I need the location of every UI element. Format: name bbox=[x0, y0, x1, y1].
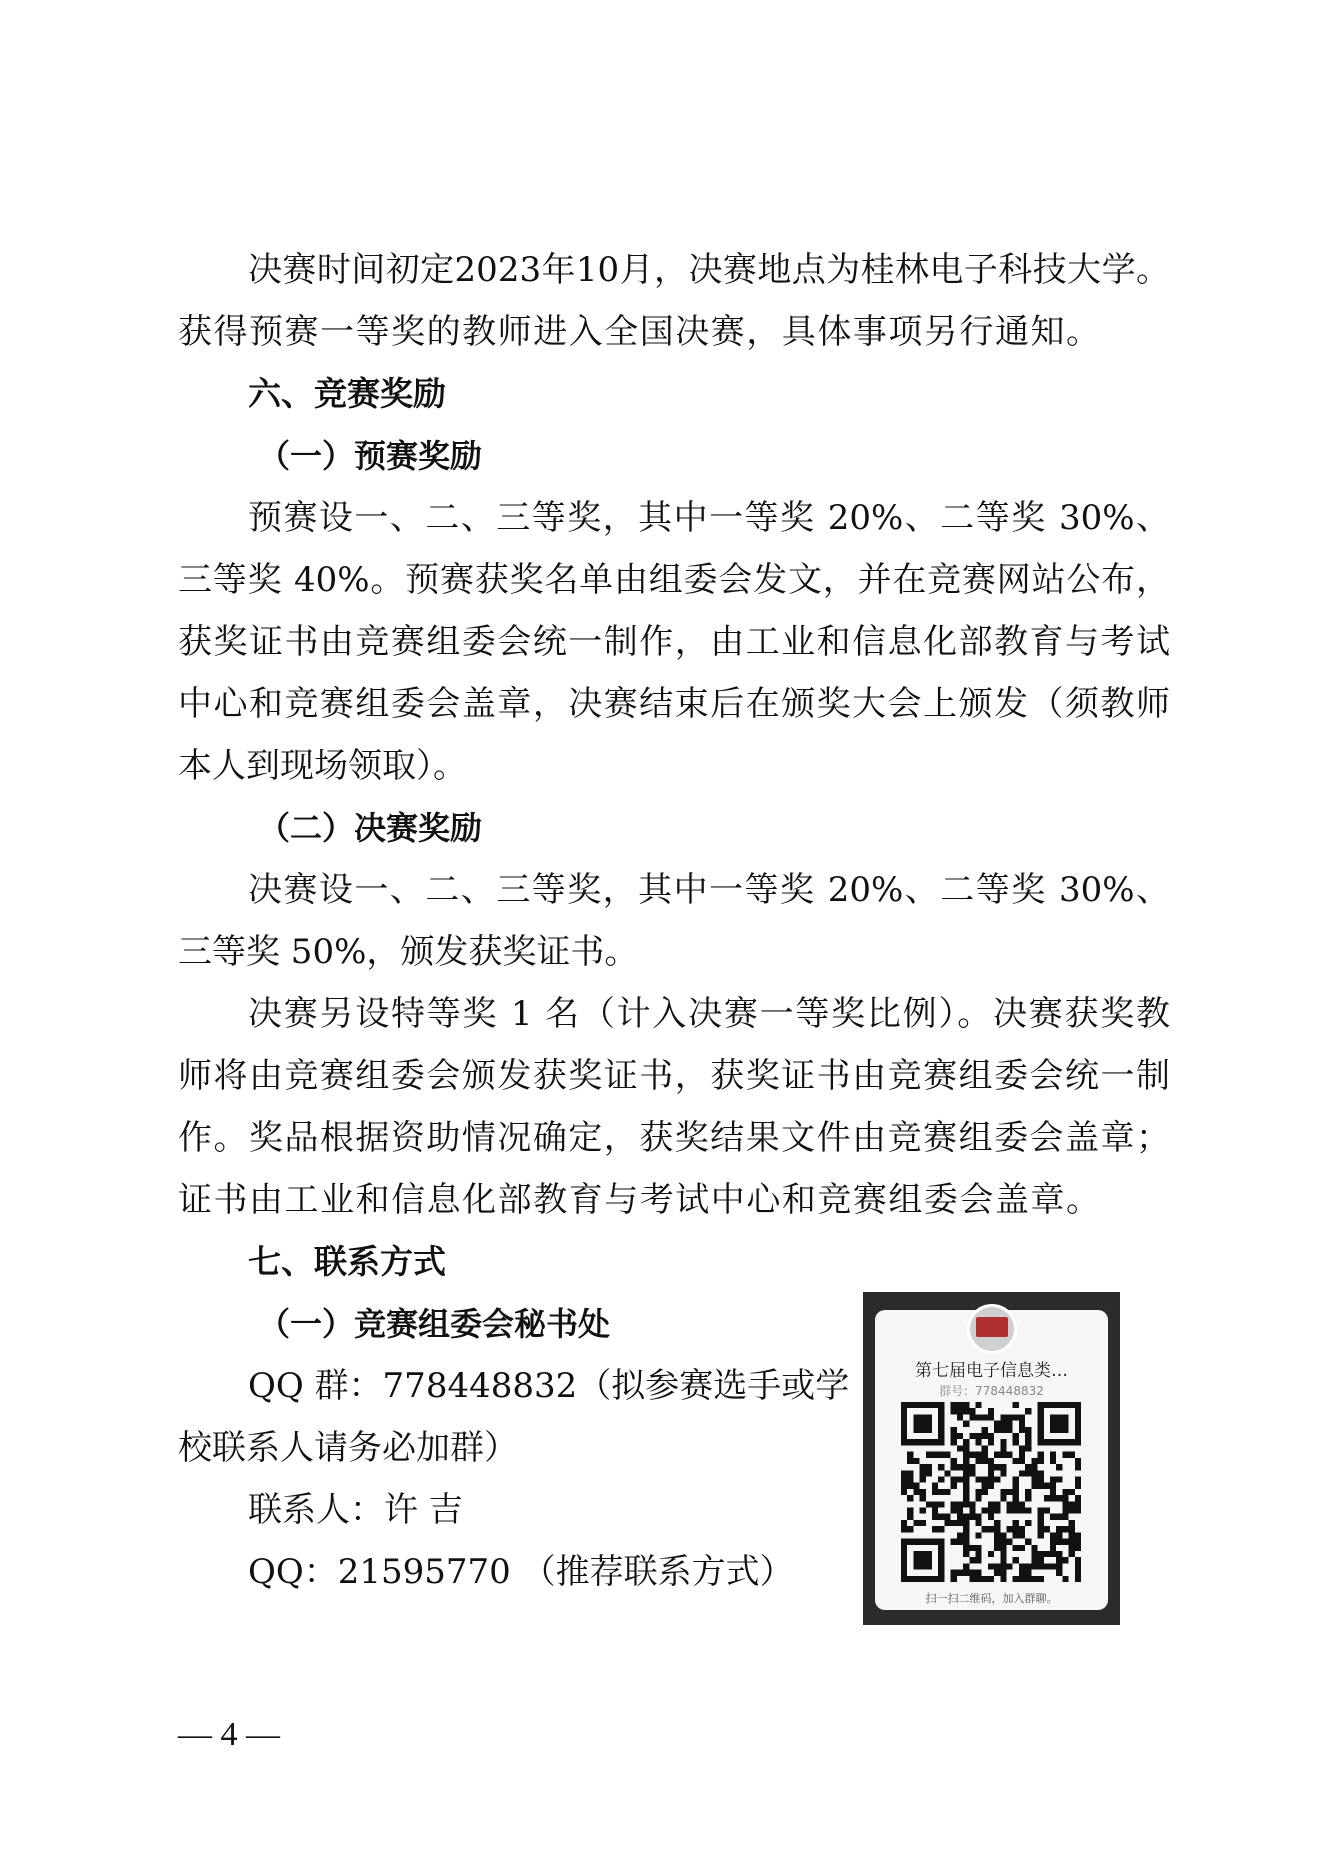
special-award-line-3: 作。奖品根据资助情况确定，获奖结果文件由竞赛组委会盖章； bbox=[178, 1118, 1170, 1158]
qq-group-line-1: QQ 群：778448832（拟参赛选手或学 bbox=[248, 1366, 850, 1406]
section-7-sub-1-heading: （一）竞赛组委会秘书处 bbox=[258, 1305, 611, 1343]
special-award-line-4: 证书由工业和信息化部教育与考试中心和竞赛组委会盖章。 bbox=[178, 1180, 1100, 1220]
section-6-heading: 六、竞赛奖励 bbox=[248, 374, 446, 413]
prelim-award-line-4: 中心和竞赛组委会盖章，决赛结束后在颁奖大会上颁发（须教师 bbox=[178, 684, 1170, 724]
section-7-heading: 七、联系方式 bbox=[248, 1242, 446, 1281]
page-number: — 4 — bbox=[178, 1716, 280, 1753]
group-avatar bbox=[967, 1304, 1017, 1354]
qr-group-name: 第七届电子信息类… bbox=[915, 1361, 1068, 1381]
qr-group-number: 群号：778448832 bbox=[939, 1384, 1044, 1398]
qq-group-line-2: 校联系人请务必加群） bbox=[178, 1428, 518, 1468]
prelim-award-line-2: 三等奖 40%。预赛获奖名单由组委会发文，并在竞赛网站公布， bbox=[178, 560, 1170, 600]
final-award-line-2: 三等奖 50%，颁发获奖证书。 bbox=[178, 932, 639, 972]
prelim-award-line-3: 获奖证书由竞赛组委会统一制作，由工业和信息化部教育与考试 bbox=[178, 622, 1170, 662]
final-award-line-1: 决赛设一、二、三等奖，其中一等奖 20%、二等奖 30%、 bbox=[248, 870, 1170, 910]
special-award-line-1: 决赛另设特等奖 1 名（计入决赛一等奖比例）。决赛获奖教 bbox=[248, 994, 1170, 1034]
contact-person: 联系人：许 吉 bbox=[248, 1490, 463, 1530]
paragraph-final-time-line-1: 决赛时间初定2023年10月，决赛地点为桂林电子科技大学。 bbox=[248, 250, 1170, 290]
qr-code-icon bbox=[901, 1402, 1081, 1582]
prelim-award-line-1: 预赛设一、二、三等奖，其中一等奖 20%、二等奖 30%、 bbox=[248, 498, 1170, 538]
contact-qq: QQ：21595770 （推荐联系方式） bbox=[248, 1552, 794, 1592]
qr-footer-text: 扫一扫二维码，加入群聊。 bbox=[925, 1592, 1058, 1605]
prelim-award-line-5: 本人到现场领取）。 bbox=[178, 746, 467, 786]
special-award-line-2: 师将由竞赛组委会颁发获奖证书，获奖证书由竞赛组委会统一制 bbox=[178, 1056, 1170, 1096]
section-6-sub-2-heading: （二）决赛奖励 bbox=[258, 809, 483, 847]
section-6-sub-1-heading: （一）预赛奖励 bbox=[258, 437, 483, 475]
qr-card bbox=[875, 1310, 1108, 1610]
qq-group-qr-image bbox=[863, 1292, 1120, 1625]
paragraph-final-time-line-2: 获得预赛一等奖的教师进入全国决赛，具体事项另行通知。 bbox=[178, 312, 1100, 352]
